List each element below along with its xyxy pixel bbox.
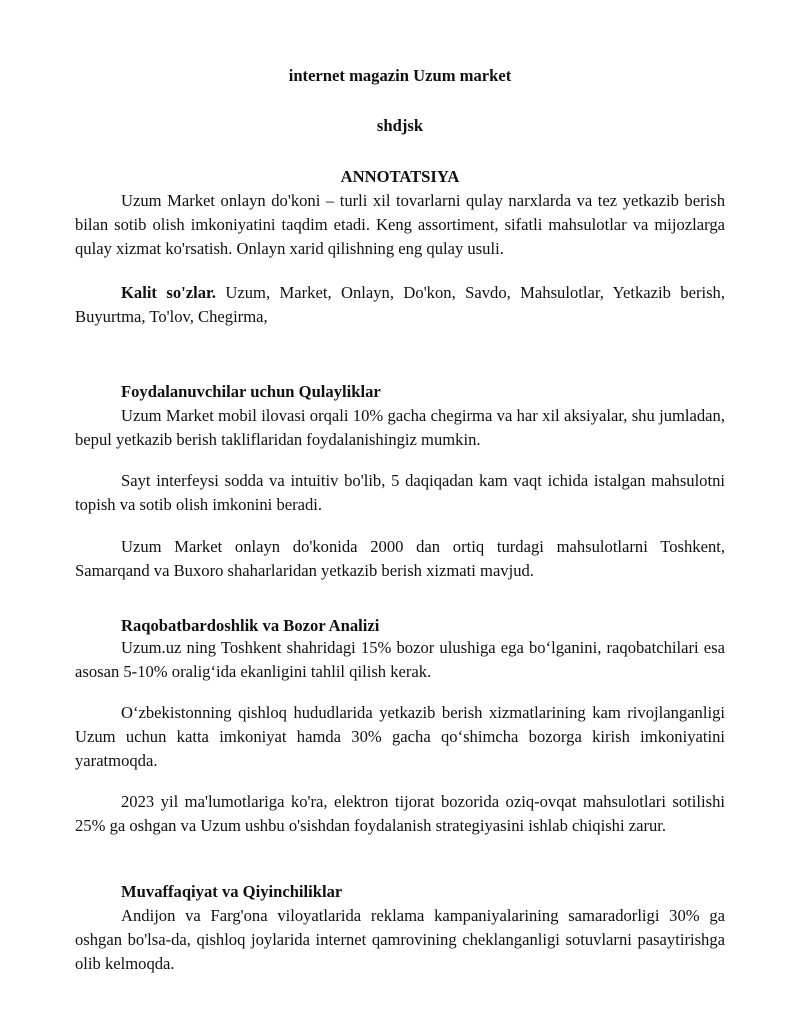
section-paragraph: Andijon va Farg'ona viloyatlarida reklama kampaniyalarining samaradorligi 30% ga oshgan bo'lsa-da, qishloq joylarida internet qamrovining cheklanganligi sotuvlarni pasaytirishga olib kelmoqda. bbox=[75, 906, 725, 973]
document-subtitle: shdjsk bbox=[376, 116, 424, 135]
annotation-heading: ANNOTATSIYA bbox=[340, 167, 460, 186]
section-heading: Raqobatbardoshlik va Bozor Analizi bbox=[121, 616, 380, 635]
keywords-text: Uzum, Market, Onlayn, Do'kon, Savdo, Mahsulotlar, Yetkazib berish, Buyurtma, To'lov, Chegirma, bbox=[75, 283, 725, 326]
section-paragraph: Uzum.uz ning Toshkent shahridagi 15% bozor ulushiga ega bo‘lganini, raqobatchilari esa asosan 5-10% oralig‘ida ekanligini tahlil qilish kerak. bbox=[75, 638, 725, 681]
keywords-paragraph bbox=[75, 281, 725, 329]
annotation-paragraph: Uzum Market onlayn do'koni – turli xil tovarlarni qulay narxlarda va tez yetkazib berish bilan sotib olish imkoniyatini taqdim etadi. Keng assortiment, sifatli mahsulotlar va mijozlarga qulay xizmat ko'rsatish. Onlayn xarid qilishning eng qulay usuli. bbox=[75, 191, 725, 258]
document-title: internet magazin Uzum market bbox=[288, 66, 512, 85]
section-paragraph: Uzum Market onlayn do'konida 2000 dan ortiq turdagi mahsulotlarni Toshkent, Samarqand va Buxoro shaharlaridan yetkazib berish xizmati mavjud. bbox=[75, 537, 725, 580]
section-heading: Muvaffaqiyat va Qiyinchiliklar bbox=[121, 882, 343, 901]
section-paragraph: 2023 yil ma'lumotlariga ko'ra, elektron tijorat bozorida oziq-ovqat mahsulotlari sotilishi 25% ga oshgan va Uzum ushbu o'sishdan foydalanish strategiyasini ishlab chiqishi zarur. bbox=[75, 792, 725, 835]
section-paragraph: Uzum Market mobil ilovasi orqali 10% gacha chegirma va har xil aksiyalar, shu jumladan, bepul yetkazib berish takliflaridan foydalanishingiz mumkin. bbox=[75, 406, 725, 449]
section-heading: Foydalanuvchilar uchun Qulayliklar bbox=[121, 382, 381, 401]
section-paragraph: O‘zbekistonning qishloq hududlarida yetkazib berish xizmatlarining kam rivojlanganligi Uzum uchun katta imkoniyat hamda 30% gacha qo‘shimcha bozorga kirish imkoniyatini yaratmoqda. bbox=[75, 703, 725, 770]
section-paragraph: Sayt interfeysi sodda va intuitiv bo'lib, 5 daqiqadan kam vaqt ichida istalgan mahsulotni topish va sotib olish imkonini beradi. bbox=[75, 471, 725, 514]
keywords-label: Kalit so'zlar. bbox=[121, 283, 216, 302]
